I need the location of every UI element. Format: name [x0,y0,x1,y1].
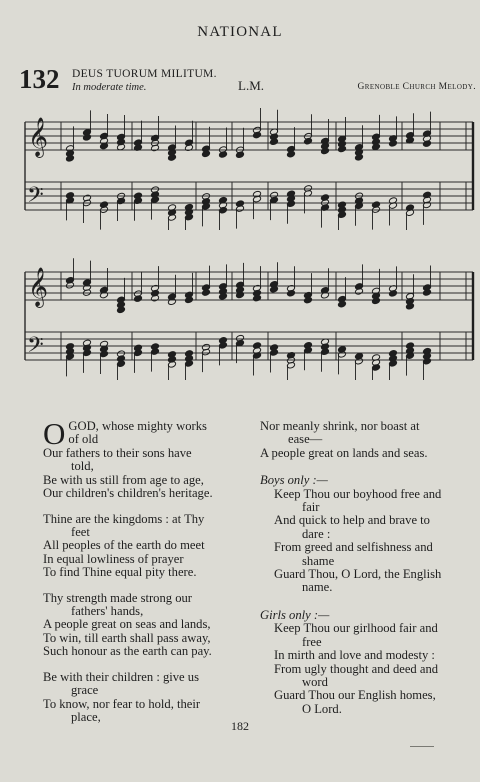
stanza-girls [274,622,474,716]
verse-line: fathers' hands, [71,604,144,619]
verse-line: fair [302,500,320,515]
bass-clef: 𝄢 [27,333,44,363]
verse-line: Thine are the kingdoms : at Thy [43,511,205,526]
tune-name: DEUS TUORUM MILITUM. [72,68,217,80]
verse-line: GOD, whose mighty works [68,419,207,433]
verse-line: Keep Thou our girlhood fair and [274,621,438,636]
verse-line: All peoples of the earth do meet [43,538,205,553]
verse-line: place, [71,709,101,724]
verse-line: From ugly thought and deed and [274,661,439,676]
verse-line: O Lord. [302,701,342,716]
verse-line: Be with us still from age to age, [43,472,204,487]
stanza-right-column [260,420,474,716]
verse-line: A people great on seas and lands, [43,617,211,632]
verse-line: word [302,674,328,689]
margin-rule [410,746,434,747]
verse-line: shame [302,553,335,568]
verse-line: of old [68,432,99,447]
verse-line: Nor meanly shrink, nor boast at [260,419,420,433]
verse-line: Guard Thou our English homes, [274,688,436,703]
verse-line: dare : [302,526,331,541]
verse-line: Thy strength made strong our [43,590,192,605]
stanza-left-column [43,416,242,724]
verse-line: To find Thine equal pity there. [43,565,197,580]
verse-line: From greed and selfishness and [274,540,433,555]
girls-only-heading: Girls only :— [260,607,330,622]
boys-only-heading: Boys only :— [260,473,328,488]
tempo-marking: In moderate time. [72,82,147,93]
verse-line: And quick to help and brave to [274,513,430,528]
section-title: NATIONAL [197,24,283,40]
verse-line: name. [302,580,333,595]
music-system-2 [0,250,480,380]
page-number: 182 [231,719,249,733]
music-system-1 [0,100,480,230]
stanza-3 [43,592,242,659]
verse-line: grace [71,683,99,698]
hymn-number: 132 [19,64,60,94]
verse-line: In mirth and love and modesty : [274,648,435,663]
bass-clef: 𝄢 [27,183,44,213]
stanza-4 [43,671,242,725]
stanza-4-continued [260,420,474,460]
verse-line: Guard Thou, O Lord, the English [274,567,442,582]
stanza-boys [274,488,474,595]
verse-line: To know, nor fear to hold, their [43,696,201,711]
treble-clef: 𝄞 [28,117,49,157]
verse-line: Our children's children's heritage. [43,486,213,501]
treble-clef: 𝄞 [28,267,49,307]
verse-line: told, [71,459,94,474]
verse-line: ease— [288,432,323,447]
verse-line: In equal lowliness of prayer [43,551,184,566]
verse-line: Be with their children : give us [43,669,199,684]
verse-line: A people great on lands and seas. [260,445,428,460]
stanza-2 [43,513,242,580]
stanza-1 [43,416,242,501]
verse-line: Keep Thou our boyhood free and [274,486,442,501]
verse-line: Such honour as the earth can pay. [43,644,212,659]
drop-cap: O [43,416,66,451]
verse-line: To win, till earth shall pass away, [43,630,211,645]
composer: Grenoble Church Melody. [357,82,476,92]
verse-line: free [302,634,322,649]
meter: L.M. [238,78,264,93]
verse-line: Our fathers to their sons have [43,446,192,460]
verse-line: feet [71,525,90,540]
